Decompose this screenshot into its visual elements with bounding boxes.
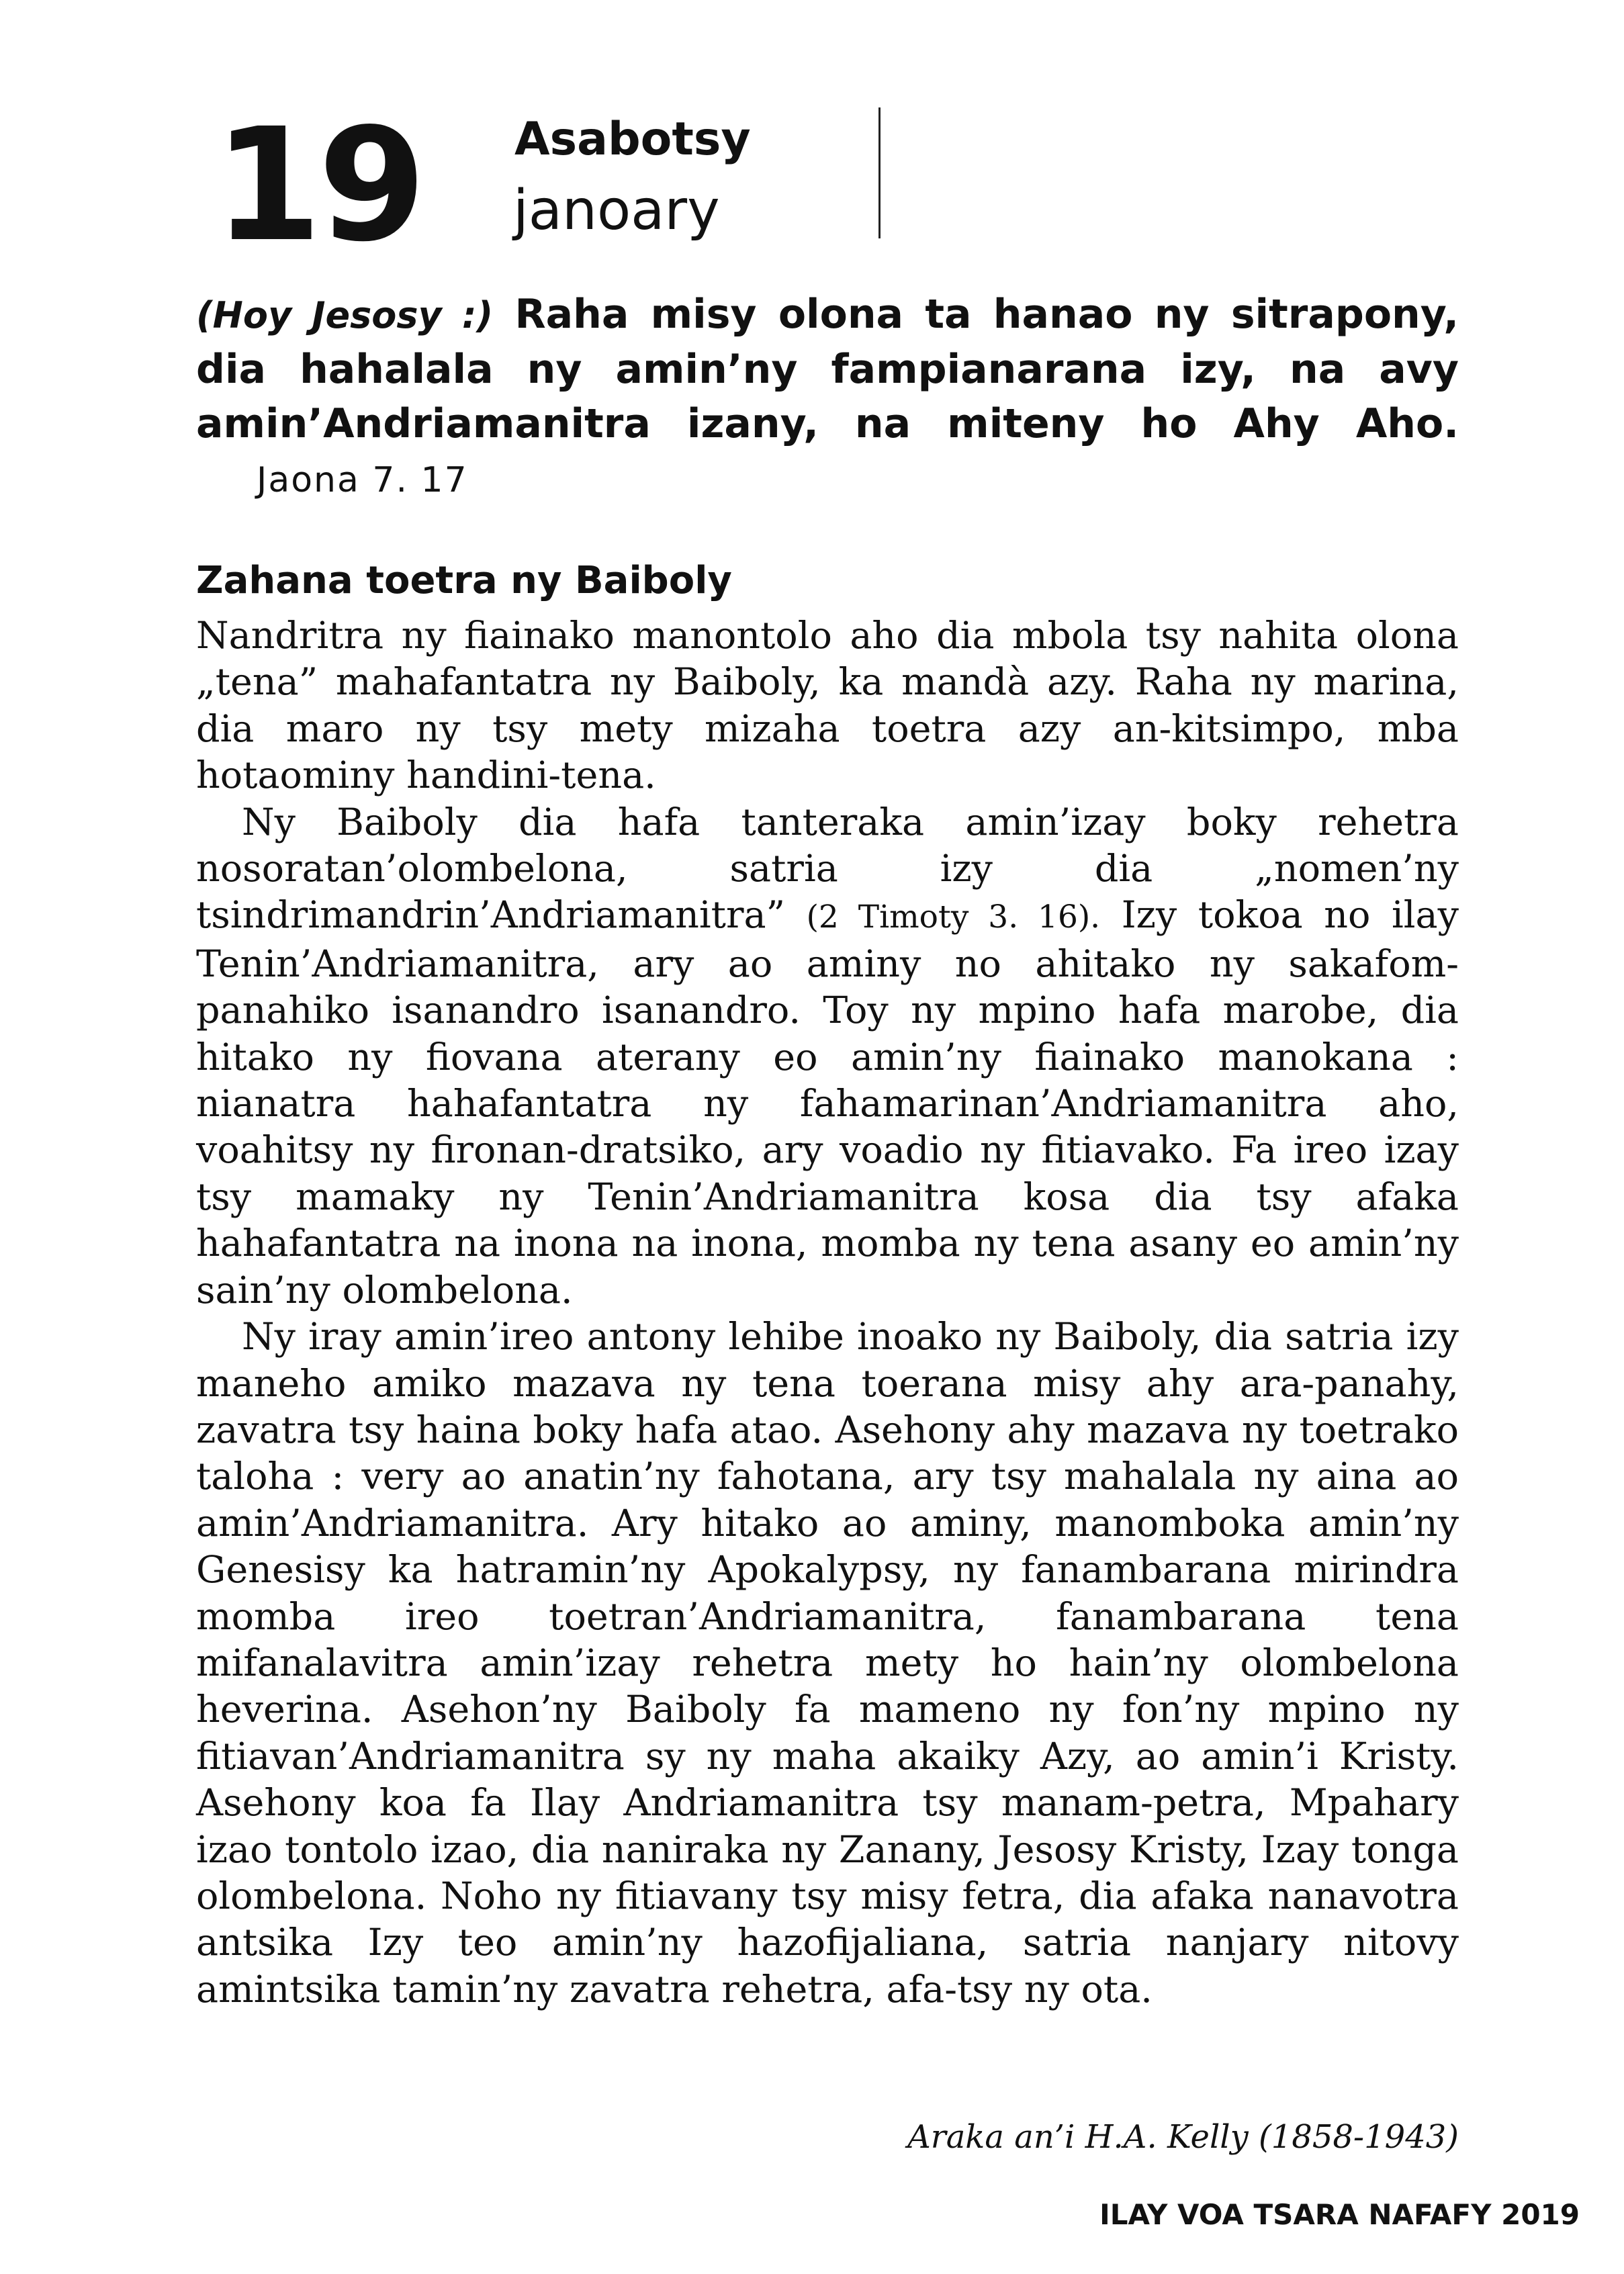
daily-verse [196, 287, 1459, 508]
verse-reference: Jaona 7. 17 [257, 460, 468, 500]
paragraph-2-part-a: Ny Baiboly dia hafa tanteraka amin’izay boky rehetra nosoratan’olombelona, satria izy dia „nomen’ny tsindrimandrin’Andriamanitra” [196, 800, 1459, 938]
header-divider [878, 107, 881, 238]
date-header [214, 95, 952, 276]
day-number: 19 [214, 95, 422, 276]
article-body [196, 612, 1459, 2013]
paragraph-2-part-b: Izy tokoa no ilay Tenin’Andriamanitra, ary ao aminy no ahitako ny sakafom-panahiko isanandro isanandro. Toy ny mpino hafa marobe, dia hitako ny fiovana aterany eo amin’ny fiainako manokana : nianatra hahafantatra ny fahamarinan’Andriamanitra aho, voahitsy ny fironan-dratsiko, ary voadio ny fitiavako. Fa ireo izay tsy mamaky ny Tenin’Andriamanitra kosa dia tsy afaka hahafantatra na inona na inona, momba ny tena asany eo amin’ny sain’ny olombelona. [196, 893, 1459, 1312]
weekday: Asabotsy [514, 113, 751, 166]
section-title: Zahana toetra ny Baiboly [196, 559, 732, 602]
month: janoary [513, 179, 720, 242]
paragraph-3: Ny iray amin’ireo antony lehibe inoako ny Baiboly, dia satria izy maneho amiko mazava ny tena toerana misy ahy ara-panahy, zavatra tsy haina boky hafa atao. Asehony ahy mazava ny toetrako taloha : very ao anatin’ny fahotana, ary tsy mahalala ny aina ao amin’Andriamanitra. Ary hitako ao aminy, manomboka amin’ny Genesisy ka hatramin’ny Apokalypsy, ny fanambarana mirindra momba ireo toetran’Andriamanitra, fanambarana tena mifanalavitra amin’izay rehetra mety ho hain’ny olombelona heverina. Asehon’ny Baiboly fa mameno ny fon’ny mpino ny fitiavan’Andriamanitra sy ny maha akaiky Azy, ao amin’i Kristy. Asehony koa fa Ilay Andriamanitra tsy manam-petra, Mpahary izao tontolo izao, dia naniraka ny Zanany, Jesosy Kristy, Izay tonga olombelona. Noho ny fitiavany tsy misy fetra, dia afaka nanavotra antsika Izy teo amin’ny hazofijaliana, satria nanjary nitovy amintsika tamin’ny zavatra rehetra, afa-tsy ny ota. [196, 1315, 1459, 2011]
verse-text: Raha misy olona ta hanao ny sitrapony, dia hahalala ny amin’ny fampianarana izy, na avy amin’Andriamanitra izany, na miteny ho Ahy Aho. [196, 291, 1459, 447]
scripture-citation: (2 Timoty 3. 16). [806, 899, 1101, 936]
verse-speaker: (Hoy Jesosy :) [196, 294, 494, 336]
paragraph-2 [196, 799, 1459, 1314]
author-attribution: Araka an’i H.A. Kelly (1858-1943) [907, 2118, 1459, 2156]
publication-footer: ILAY VOA TSARA NAFAFY 2019 [1099, 2198, 1580, 2231]
paragraph-1: Nandritra ny fiainako manontolo aho dia mbola tsy nahita olona „tena” mahafantatra ny Baiboly, ka mandà azy. Raha ny marina, dia maro ny tsy mety mizaha toetra azy an-kitsimpo, mba hotaominy handini-tena. [196, 614, 1459, 798]
